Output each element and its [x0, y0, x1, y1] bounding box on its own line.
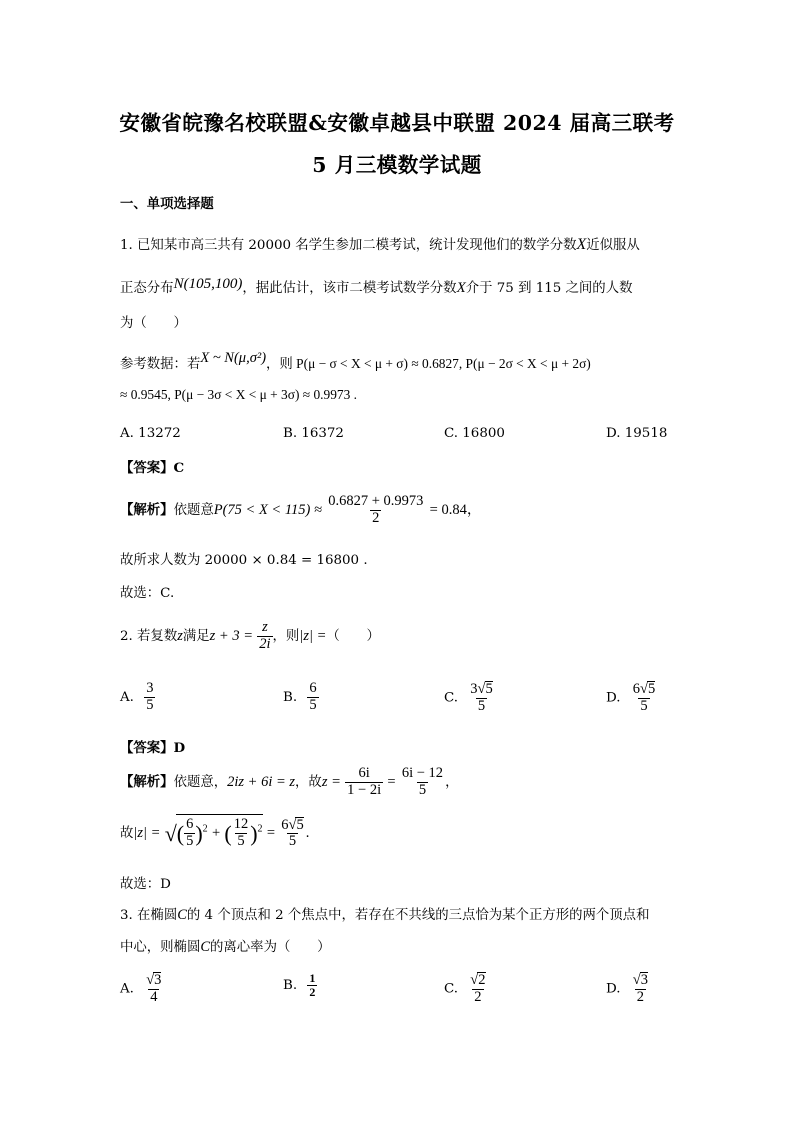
q3-option-a: A. $\frac{√3}{4}$ — [120, 972, 162, 1005]
q1-option-a: A. 13272 — [120, 426, 181, 441]
q2-option-c: C. $\frac{3√5}{5}$ — [444, 681, 493, 714]
q2-analysis-line2: 故|z| = √( $\frac{6}{5}$ )$^2$ + ( $\frac{12}{5}$ )$^2$ = $\frac{6√5}{5}$ . — [120, 816, 310, 850]
q1-analysis: 【解析】依题意P(75 < X < 115) ≈ $\frac{0.6827 + 0.9973}{2}$ = 0.84， — [120, 493, 482, 526]
q3-option-c: C. $\frac{√2}{2}$ — [444, 972, 486, 1005]
q1-answer: 【答案】C — [120, 460, 185, 476]
q3-line1: 3. 在椭圆C的 4 个顶点和 2 个焦点中，若存在不共线的三点恰为某个正方形的两个顶点和 — [120, 907, 650, 923]
q2-option-d: D. $\frac{6√5}{5}$ — [606, 681, 656, 714]
q2-option-b: B. $\frac{6}{5}$ — [283, 680, 317, 713]
q1-option-b: B. 16372 — [283, 426, 344, 441]
q1-line2: 正态分布N(105,100)，据此估计，该市二模考试数学分数X介于 75 到 115 之间的人数 — [120, 276, 633, 296]
q1-reference-line1: 参考数据：若X ~ N(μ,σ²)，则 P(μ − σ < X < μ + σ) ≈ 0.6827, P(μ − 2σ < X < μ + 2σ) — [120, 350, 591, 372]
document-title-line1: 安徽省皖豫名校联盟&安徽卓越县中联盟 2024 届高三联考 — [119, 111, 675, 135]
q3-option-d: D. $\frac{√3}{2}$ — [606, 972, 648, 1005]
q2-analysis: 【解析】依题意，2iz + 6i = z，故z = $\frac{6i}{1 - 2i}$ = $\frac{6i - 12}{5}$ ， — [120, 765, 459, 798]
q1-line1: 1. 已知某市高三共有 20000 名学生参加二模考试，统计发现他们的数学分数X近似服从 — [120, 236, 640, 253]
q1-line3: 为（ ） — [120, 316, 187, 331]
q2-answer: 【答案】D — [120, 740, 186, 756]
q2-stem: 2. 若复数z满足z + 3 = $\frac{z}{2i}$ ，则|z| =（ ） — [120, 619, 380, 652]
section-heading: 一、单项选择题 — [120, 196, 214, 212]
q2-option-a: A. $\frac{3}{5}$ — [120, 680, 154, 713]
q3-option-b: B. $\frac{1}{2}$ — [283, 971, 316, 1000]
q1-reference-line2: ≈ 0.9545, P(μ − 3σ < X < μ + 3σ) ≈ 0.9973 . — [120, 387, 357, 402]
q2-choose: 故选：D — [120, 877, 171, 892]
q1-option-d: D. 19518 — [606, 426, 668, 441]
q1-analysis-line2: 故所求人数为 20000 × 0.84 = 16800 . — [120, 553, 368, 568]
q3-line2: 中心，则椭圆C的离心率为（ ） — [120, 939, 331, 955]
q1-choose: 故选：C. — [120, 586, 175, 601]
document-title-line2: 5 月三模数学试题 — [312, 153, 482, 177]
q1-option-c: C. 16800 — [444, 426, 505, 441]
